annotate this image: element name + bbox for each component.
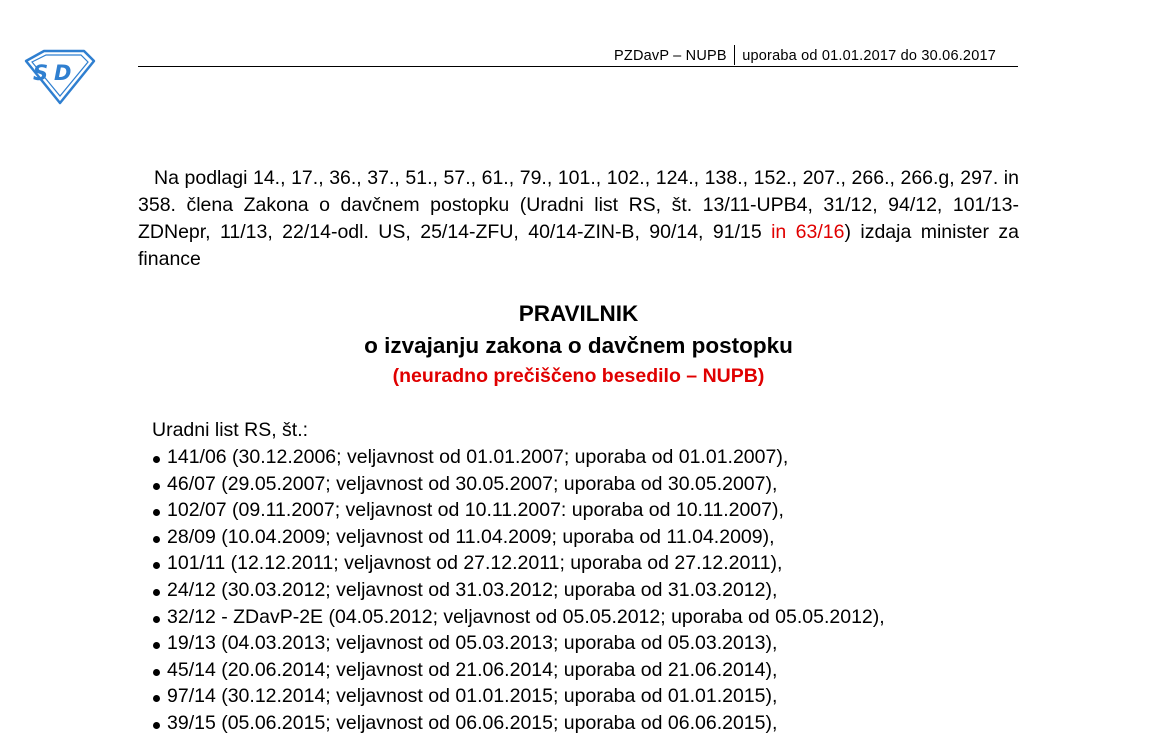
- logo: [22, 47, 96, 105]
- bullet-icon: [153, 536, 160, 543]
- list-item: [152, 604, 1052, 631]
- list-item-text: 102/07 (09.11.2007; veljavnost od 10.11.2007: uporaba od 10.11.2007),: [167, 499, 784, 522]
- title-block: [138, 298, 1019, 391]
- list-item-text: 46/07 (29.05.2007; veljavnost od 30.05.2007; uporaba od 30.05.2007),: [167, 472, 778, 495]
- intro-text-end: ) izdaja minister za finance: [138, 221, 1019, 270]
- header-separator: [734, 45, 736, 65]
- svg-text:D: D: [54, 61, 72, 85]
- gazette-label: Uradni list RS, št.:: [152, 419, 309, 441]
- list-item: [152, 683, 1052, 710]
- list-item-text: 39/15 (05.06.2015; veljavnost od 06.06.2015; uporaba od 06.06.2015),: [167, 711, 778, 734]
- header-text: [614, 45, 996, 65]
- list-item-text: 141/06 (30.12.2006; veljavnost od 01.01.2007; uporaba od 01.01.2007),: [167, 446, 789, 468]
- sd-shield-logo-icon: [22, 47, 96, 105]
- list-item: [152, 657, 1052, 684]
- list-item: [152, 577, 1052, 604]
- list-item-text: 32/12 - ZDavP-2E (04.05.2012; veljavnost od 05.05.2012; uporaba od 05.05.2012),: [167, 605, 885, 628]
- list-item-text: 24/12 (30.03.2012; veljavnost od 31.03.2012; uporaba od 31.03.2012),: [167, 578, 778, 601]
- gazette-list: [152, 444, 1052, 737]
- bullet-icon: [153, 456, 160, 463]
- header-validity: uporaba od 01.01.2017 do 30.06.2017: [742, 48, 996, 64]
- list-item: [152, 497, 1052, 524]
- list-item-text: 28/09 (10.04.2009; veljavnost od 11.04.2009; uporaba od 11.04.2009),: [167, 525, 775, 548]
- intro-paragraph: [138, 165, 1019, 273]
- bullet-icon: [153, 509, 160, 516]
- document-title: PRAVILNIK: [518, 301, 639, 326]
- bullet-icon: [153, 616, 160, 623]
- list-item: [152, 524, 1052, 551]
- list-item: [152, 444, 1052, 471]
- list-item-text: 19/13 (04.03.2013; veljavnost od 05.03.2013; uporaba od 05.03.2013),: [167, 632, 778, 655]
- list-item: [152, 710, 1052, 737]
- document-note: (neuradno prečiščeno besedilo – NUPB): [392, 365, 765, 387]
- bullet-icon: [153, 695, 160, 702]
- gazette-section: [152, 416, 1052, 737]
- header-doc-code: PZDavP – NUPB: [614, 48, 727, 64]
- bullet-icon: [153, 589, 160, 596]
- intro-amendment: in 63/16: [771, 221, 845, 243]
- bullet-icon: [153, 669, 160, 676]
- bullet-icon: [153, 722, 160, 729]
- list-item-text: 97/14 (30.12.2014; veljavnost od 01.01.2015; uporaba od 01.01.2015),: [167, 685, 778, 708]
- bullet-icon: [153, 562, 160, 569]
- bullet-icon: [153, 483, 160, 490]
- svg-text:S: S: [33, 61, 49, 85]
- bullet-icon: [153, 642, 160, 649]
- intro-text: Na podlagi 14., 17., 36., 37., 51., 57., 61., 79., 101., 102., 124., 138., 152., 207., 266., 266.g, 297. in 358. člena Zakona o davčnem postopku (Uradni list RS, št. 13/11-UPB4, 31/12, 94/12, 101/13-ZDNepr, 11/13, 22/14-odl. US, 25/14-ZFU, 40/14-ZIN-B, 90/14, 91/15: [138, 167, 1019, 243]
- document-subtitle: o izvajanju zakona o davčnem postopku: [364, 333, 793, 358]
- list-item-text: 101/11 (12.12.2011; veljavnost od 27.12.2011; uporaba od 27.12.2011),: [167, 552, 783, 575]
- list-item-text: 45/14 (20.06.2014; veljavnost od 21.06.2014; uporaba od 21.06.2014),: [167, 658, 778, 681]
- list-item: [152, 471, 1052, 498]
- list-item: [152, 630, 1052, 657]
- list-item: [152, 550, 1052, 577]
- page-header: [138, 44, 1018, 67]
